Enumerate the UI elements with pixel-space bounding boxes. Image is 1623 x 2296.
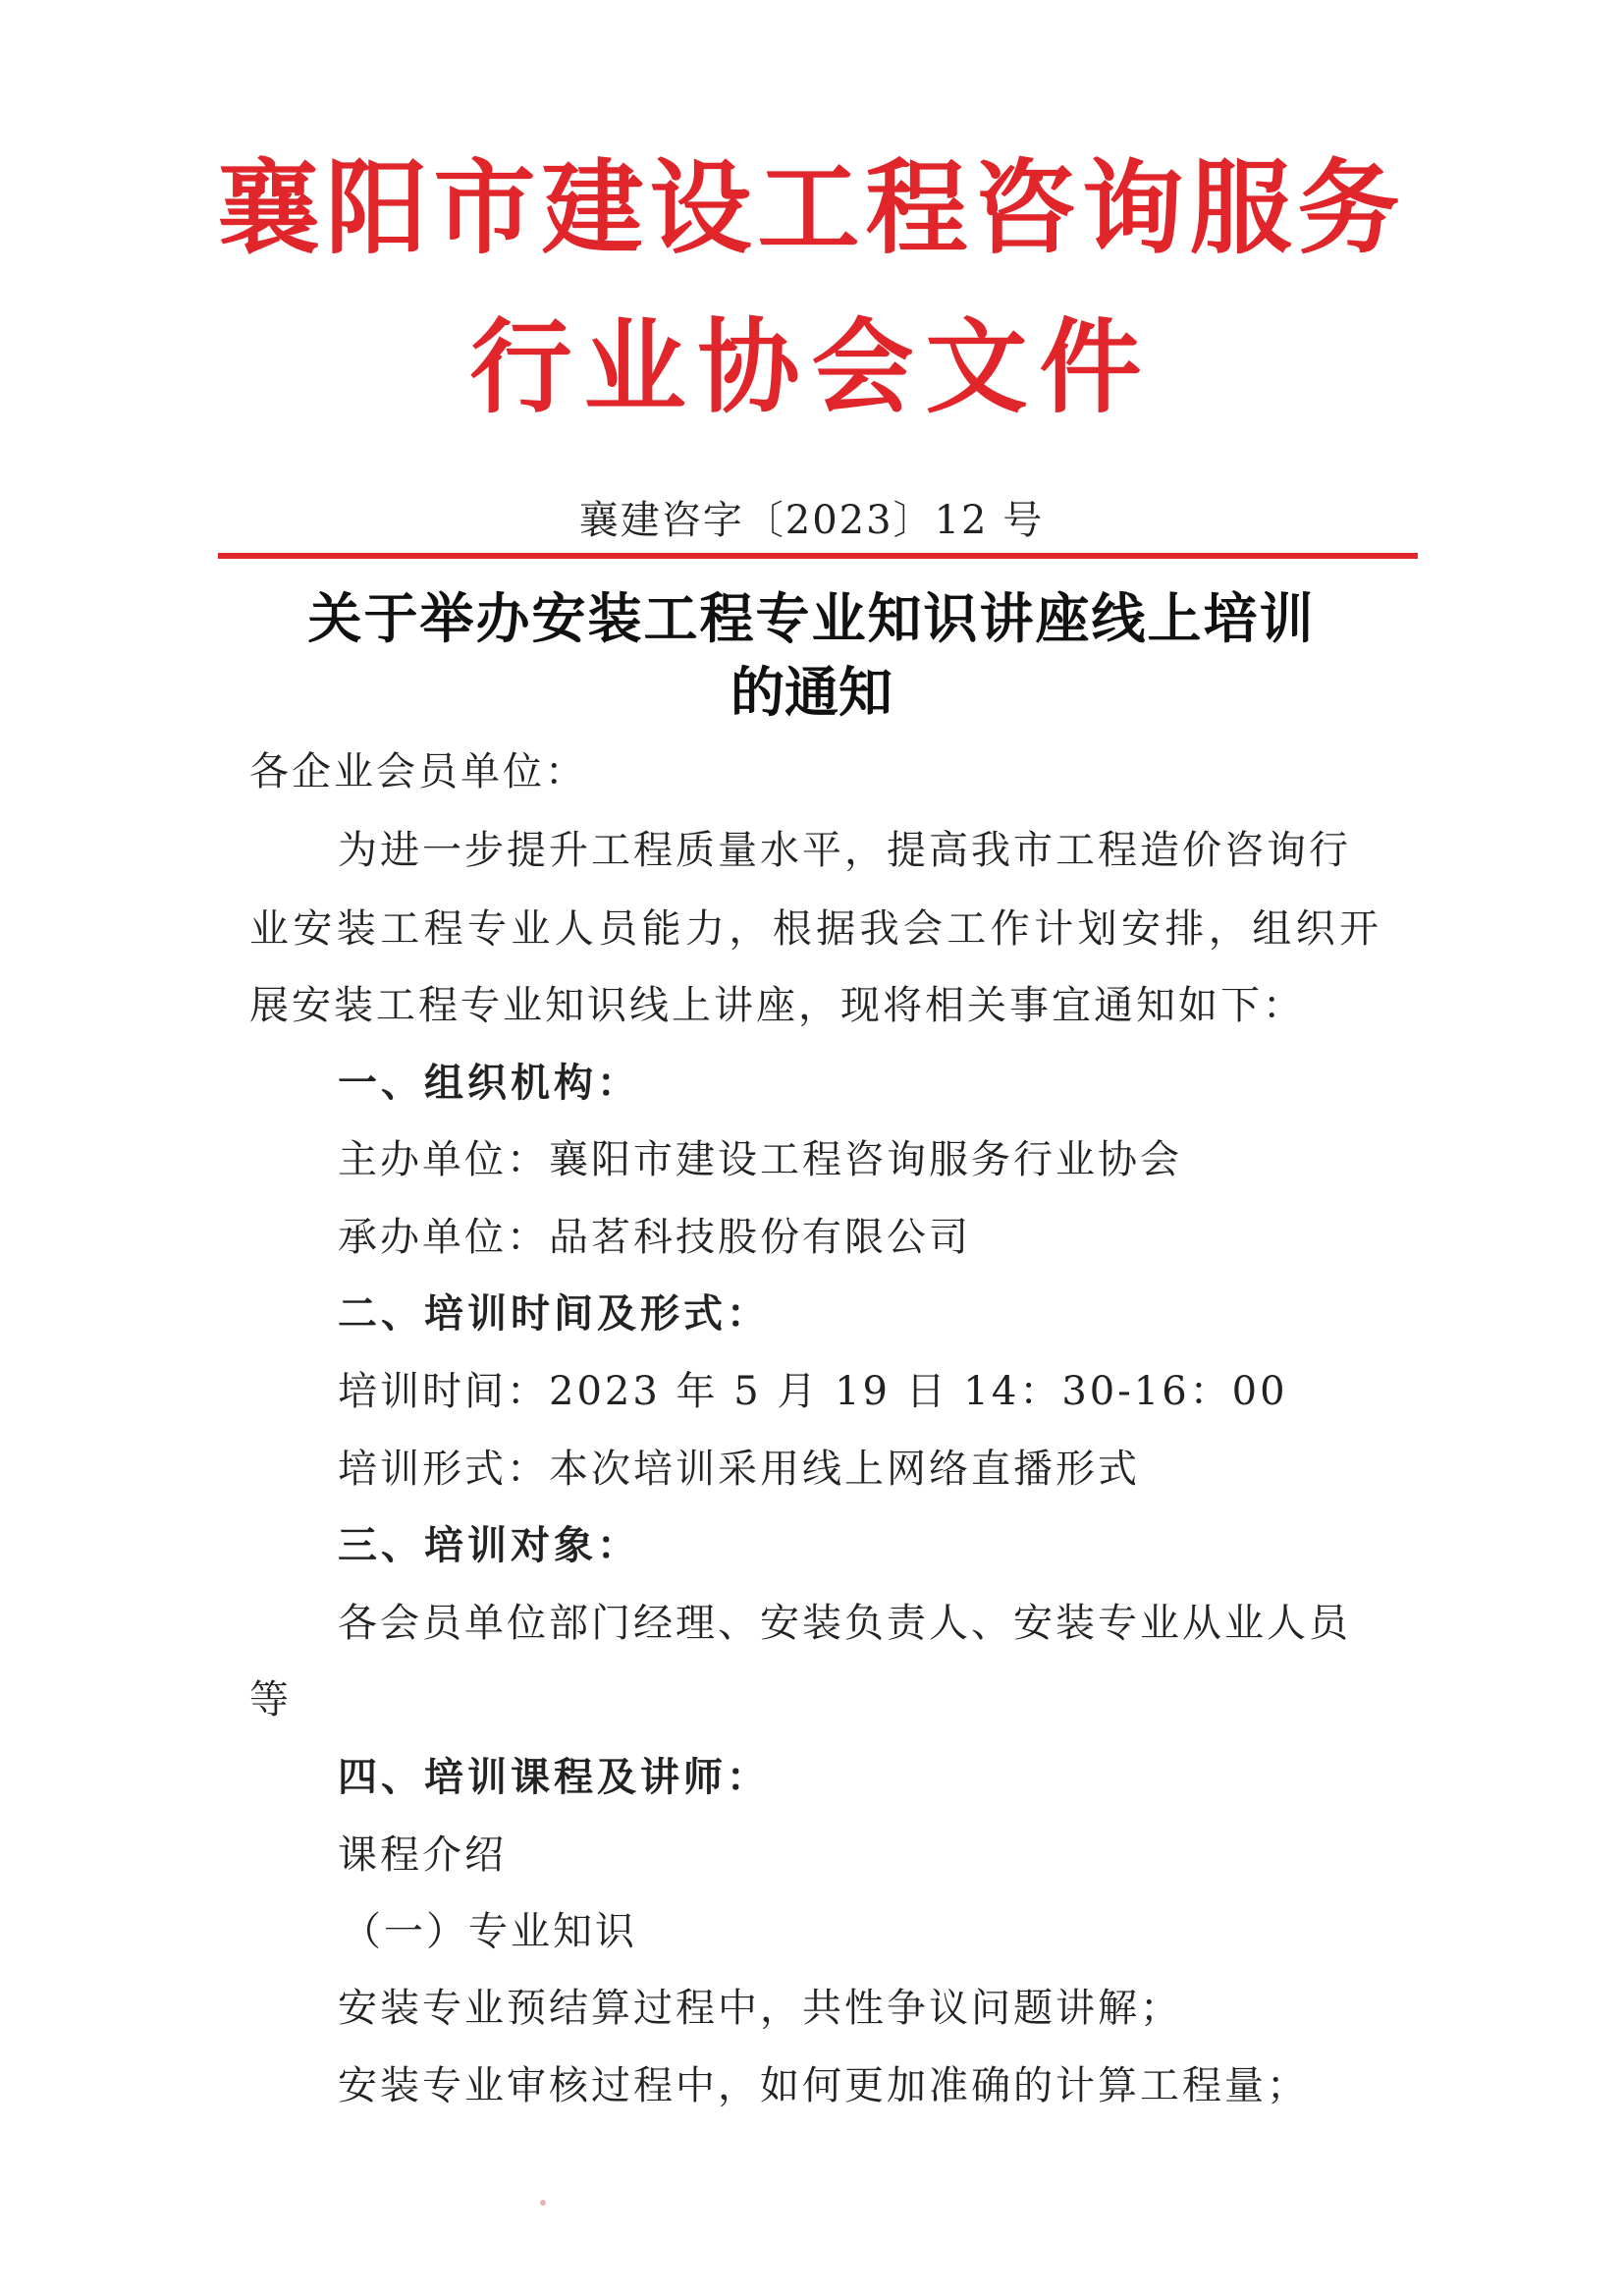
organizer-unit: 承办单位：品茗科技股份有限公司	[338, 1215, 971, 1260]
document-number: 襄建咨字〔2023〕12 号	[578, 498, 1045, 543]
section2-heading: 二、培训时间及形式：	[338, 1290, 770, 1337]
audience-line-1: 各会员单位部门经理、安装负责人、安装专业从业人员	[338, 1601, 1351, 1646]
course-item-2: 安装专业审核过程中，如何更加准确的计算工程量；	[338, 2063, 1309, 2108]
intro-line-2: 业安装工程专业人员能力，根据我会工作计划安排，组织开	[249, 906, 1379, 952]
header-title-line1: 襄阳市建设工程咨询服务	[217, 148, 1406, 268]
notice-title-line1: 关于举办安装工程专业知识讲座线上培训	[307, 586, 1316, 650]
intro-line-3: 展安装工程专业知识线上讲座，现将相关事宜通知如下：	[249, 983, 1305, 1028]
host-unit: 主办单位：襄阳市建设工程咨询服务行业协会	[338, 1137, 1182, 1182]
section1-heading: 一、组织机构：	[338, 1060, 640, 1106]
training-time: 培训时间：2023 年 5 月 19 日 14：30-16：00	[338, 1369, 1288, 1414]
section3-heading: 三、培训对象：	[338, 1522, 640, 1568]
course-intro: 课程介绍	[338, 1832, 507, 1878]
section4-heading: 四、培训课程及讲师：	[338, 1754, 770, 1800]
salutation: 各企业会员单位：	[249, 749, 587, 794]
audience-line-2: 等	[249, 1677, 292, 1722]
training-format: 培训形式：本次培训采用线上网络直播形式	[338, 1447, 1140, 1492]
scan-speck	[540, 2200, 546, 2206]
header-title-line2: 行业协会文件	[469, 307, 1154, 427]
subsection1-heading: （一）专业知识	[342, 1909, 637, 1954]
course-item-1: 安装专业预结算过程中，共性争议问题讲解；	[338, 1986, 1182, 2031]
notice-title-line2: 的通知	[730, 660, 893, 724]
intro-line-1: 为进一步提升工程质量水平，提高我市工程造价咨询行	[338, 828, 1351, 873]
red-divider-line	[218, 553, 1418, 559]
